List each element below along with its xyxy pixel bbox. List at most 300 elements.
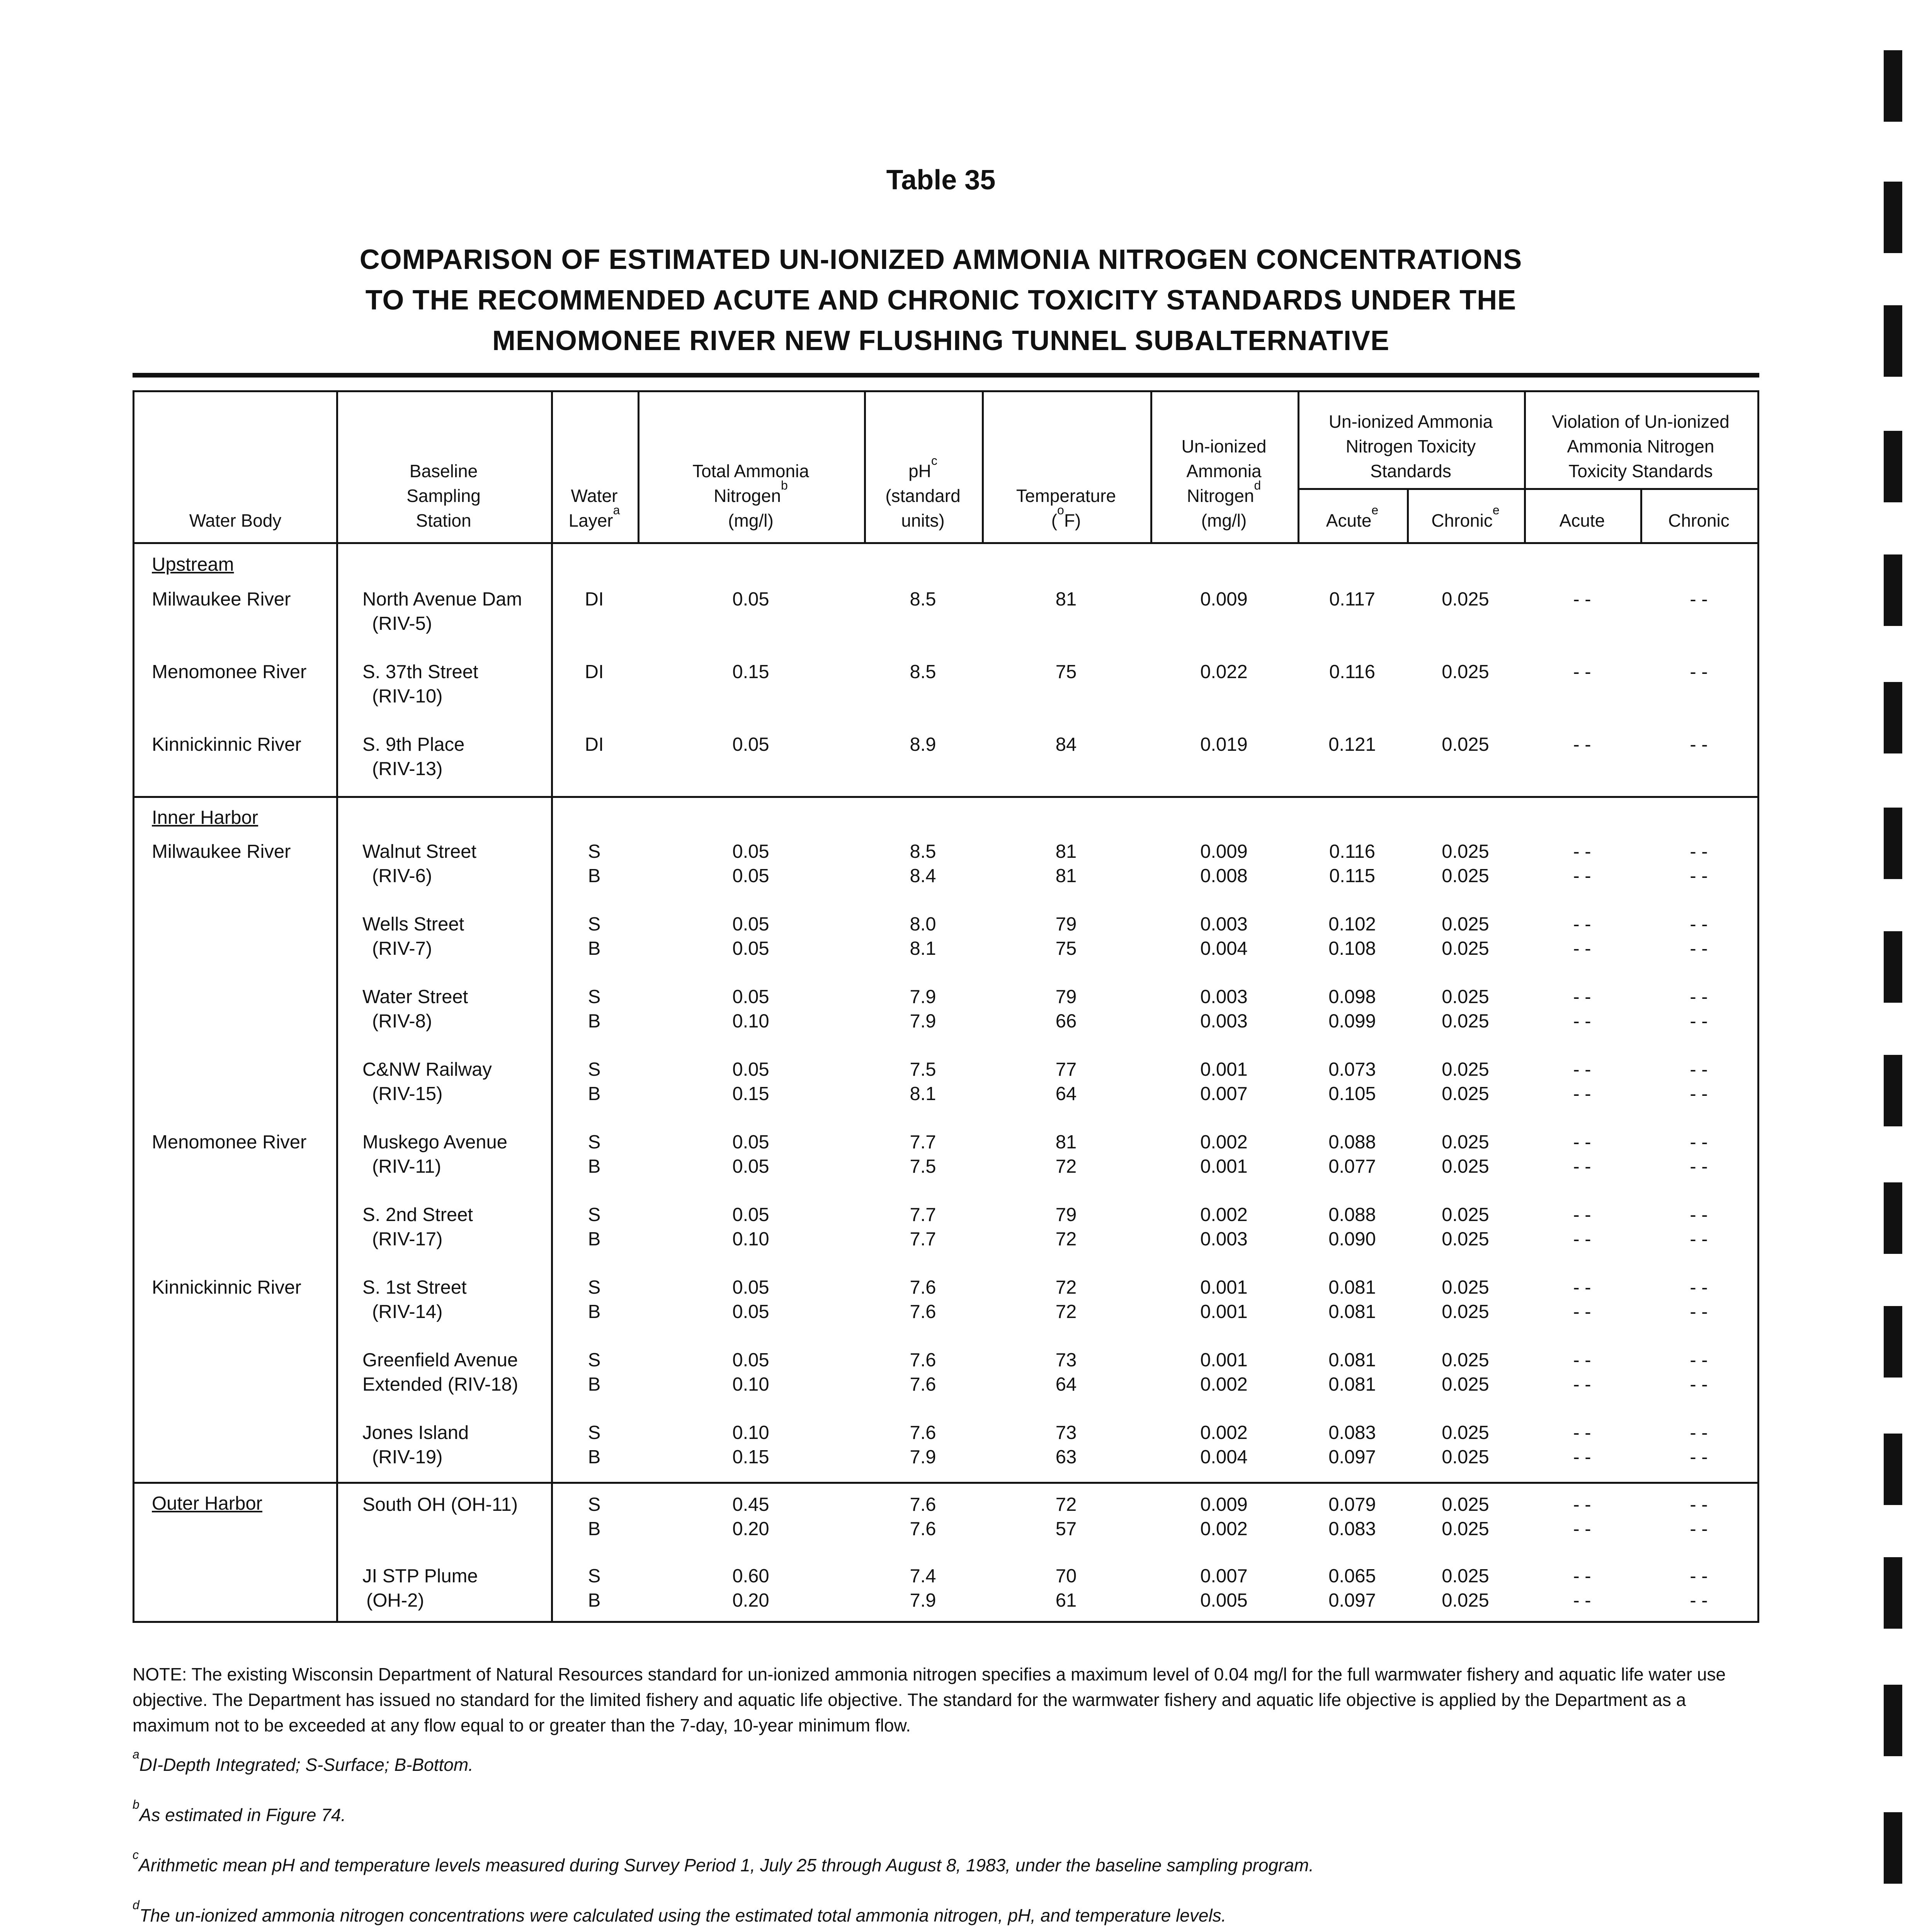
ph-cell: 8.5 <box>910 662 936 682</box>
group-header-rule <box>1298 488 1757 490</box>
header-line: Temperature <box>1016 486 1116 506</box>
layer-cell: S <box>588 1277 601 1298</box>
footnote <box>133 1798 1744 1827</box>
un-cell: 0.001 <box>1200 1301 1248 1322</box>
tan-cell: 0.05 <box>732 1277 769 1298</box>
vc-cell: - - <box>1690 986 1708 1007</box>
acute-cell: 0.116 <box>1329 662 1375 682</box>
temp-cell: 75 <box>1055 938 1077 959</box>
un-cell: 0.009 <box>1200 589 1248 610</box>
ph-cell: 8.5 <box>910 589 936 610</box>
layer-cell: S <box>588 1422 601 1443</box>
temp-cell: 75 <box>1055 662 1077 682</box>
header-line: F) <box>1064 510 1081 531</box>
temp-cell: 70 <box>1055 1566 1077 1587</box>
un-cell: 0.002 <box>1200 1374 1248 1395</box>
ph-cell: 7.4 <box>910 1566 936 1587</box>
tan-cell: 0.05 <box>732 1156 769 1177</box>
va-cell: - - <box>1573 986 1591 1007</box>
header-line: Nitrogen <box>1187 486 1254 506</box>
footnote-mark: e <box>1371 503 1379 517</box>
layer-cell: DI <box>585 734 604 755</box>
layer-cell: S <box>588 1566 601 1587</box>
header-line: Acute <box>1326 510 1372 531</box>
vc-cell: - - <box>1690 734 1708 755</box>
temp-cell: 72 <box>1055 1494 1077 1515</box>
chronic-cell: 0.025 <box>1442 1494 1489 1515</box>
station-cell: S. 2nd Street <box>362 1204 473 1225</box>
un-cell: 0.002 <box>1200 1132 1248 1153</box>
acute-cell: 0.079 <box>1328 1494 1376 1515</box>
vc-cell: - - <box>1690 1083 1708 1104</box>
binder-mark <box>1884 1812 1902 1884</box>
binder-mark <box>1884 1055 1902 1126</box>
vc-cell: - - <box>1690 1422 1708 1443</box>
acute-cell: 0.099 <box>1328 1011 1376 1032</box>
header-line: Un-ionized Ammonia <box>1328 412 1493 432</box>
binder-mark <box>1884 182 1902 253</box>
va-cell: - - <box>1573 662 1591 682</box>
temp-cell: 81 <box>1055 1132 1077 1153</box>
tan-cell: 0.05 <box>732 841 769 862</box>
vc-cell: - - <box>1690 1156 1708 1177</box>
layer-cell: B <box>588 1156 601 1177</box>
chronic-cell: 0.025 <box>1442 986 1489 1007</box>
chronic-cell: 0.025 <box>1442 866 1489 886</box>
un-cell: 0.001 <box>1200 1059 1248 1080</box>
station-cell: (RIV-15) <box>372 1083 443 1104</box>
temp-cell: 81 <box>1055 866 1077 886</box>
section-outer-harbor: Outer Harbor <box>152 1493 262 1514</box>
tan-cell: 0.20 <box>732 1590 769 1611</box>
binder-mark <box>1884 1182 1902 1254</box>
footnote-mark: a <box>133 1747 139 1761</box>
station-cell: Muskego Avenue <box>362 1132 508 1153</box>
title-line: MENOMONEE RIVER NEW FLUSHING TUNNEL SUBALTERNATIVE <box>492 325 1390 356</box>
section-rule <box>134 1482 1757 1484</box>
header-line: Sampling <box>406 486 481 506</box>
acute-cell: 0.081 <box>1328 1301 1376 1322</box>
acute-cell: 0.083 <box>1328 1519 1376 1539</box>
station-cell: Greenfield Avenue <box>362 1350 518 1371</box>
temp-cell: 81 <box>1055 589 1077 610</box>
binder-mark <box>1884 808 1902 879</box>
column-divider <box>336 392 338 1623</box>
footnote <box>133 1747 1744 1777</box>
tan-cell: 0.20 <box>732 1519 769 1539</box>
binder-mark <box>1884 1557 1902 1629</box>
tan-cell: 0.05 <box>732 1301 769 1322</box>
ph-cell: 7.6 <box>910 1374 936 1395</box>
station-cell: Walnut Street <box>362 841 477 862</box>
chronic-cell: 0.025 <box>1442 662 1489 682</box>
chronic-cell: 0.025 <box>1442 734 1489 755</box>
chronic-cell: 0.025 <box>1442 589 1489 610</box>
temp-cell: 61 <box>1055 1590 1077 1611</box>
station-cell: Water Street <box>362 986 468 1007</box>
header-ph <box>864 454 982 533</box>
vc-cell: - - <box>1690 1519 1708 1539</box>
header-total-ammonia <box>638 459 864 533</box>
footnote-text: Arithmetic mean pH and temperature levels measured during Survey Period 1, July 25 through August 8, 1983, under the baseline sampling program. <box>139 1855 1314 1875</box>
header-line: Ammonia <box>1186 461 1262 481</box>
chronic-cell: 0.025 <box>1442 1447 1489 1468</box>
header-line: Nitrogen <box>714 486 781 506</box>
acute-cell: 0.083 <box>1328 1422 1376 1443</box>
layer-cell: B <box>588 1083 601 1104</box>
layer-cell: S <box>588 986 601 1007</box>
acute-cell: 0.081 <box>1328 1277 1376 1298</box>
degree-mark: o <box>1057 503 1064 517</box>
vc-cell: - - <box>1690 662 1708 682</box>
va-cell: - - <box>1573 1229 1591 1250</box>
va-cell: - - <box>1573 841 1591 862</box>
va-cell: - - <box>1573 938 1591 959</box>
binder-mark <box>1884 554 1902 626</box>
binder-mark <box>1884 1306 1902 1378</box>
un-cell: 0.009 <box>1200 1494 1248 1515</box>
binder-mark <box>1884 305 1902 377</box>
tan-cell: 0.05 <box>732 589 769 610</box>
tan-cell: 0.05 <box>732 734 769 755</box>
layer-cell: B <box>588 938 601 959</box>
binder-mark <box>1884 50 1902 122</box>
station-cell: South OH (OH-11) <box>362 1494 518 1515</box>
layer-cell: S <box>588 1350 601 1371</box>
temp-cell: 72 <box>1055 1156 1077 1177</box>
ph-cell: 7.5 <box>910 1156 936 1177</box>
layer-cell: B <box>588 1374 601 1395</box>
header-line: (mg/l) <box>1201 510 1247 531</box>
layer-cell: B <box>588 1447 601 1468</box>
header-unionized <box>1150 434 1298 533</box>
temp-cell: 57 <box>1055 1519 1077 1539</box>
un-cell: 0.002 <box>1200 1519 1248 1539</box>
un-cell: 0.002 <box>1200 1422 1248 1443</box>
un-cell: 0.019 <box>1200 734 1248 755</box>
acute-cell: 0.090 <box>1328 1229 1376 1250</box>
station-cell: (OH-2) <box>366 1590 424 1611</box>
chronic-cell: 0.025 <box>1442 1156 1489 1177</box>
section-upstream: Upstream <box>152 554 234 575</box>
acute-cell: 0.102 <box>1328 914 1376 935</box>
acute-cell: 0.097 <box>1328 1590 1376 1611</box>
va-cell: - - <box>1573 1566 1591 1587</box>
layer-cell: B <box>588 1519 601 1539</box>
vc-cell: - - <box>1690 1011 1708 1032</box>
layer-cell: B <box>588 866 601 886</box>
ph-cell: 7.7 <box>910 1204 936 1225</box>
va-cell: - - <box>1573 1422 1591 1443</box>
un-cell: 0.003 <box>1200 914 1248 935</box>
footnote-mark: c <box>133 1848 139 1862</box>
temp-cell: 72 <box>1055 1277 1077 1298</box>
header-line: Ammonia Nitrogen <box>1567 436 1714 456</box>
temp-cell: 79 <box>1055 914 1077 935</box>
chronic-cell: 0.025 <box>1442 1590 1489 1611</box>
va-cell: - - <box>1573 589 1591 610</box>
temp-cell: 73 <box>1055 1350 1077 1371</box>
footnote <box>133 1848 1744 1878</box>
vc-cell: - - <box>1690 1494 1708 1515</box>
vc-cell: - - <box>1690 1590 1708 1611</box>
station-cell: (RIV-11) <box>372 1156 441 1177</box>
va-cell: - - <box>1573 1494 1591 1515</box>
layer-cell: B <box>588 1229 601 1250</box>
header-line: Un-ionized <box>1181 436 1267 456</box>
temp-cell: 64 <box>1055 1083 1077 1104</box>
vc-cell: - - <box>1690 1229 1708 1250</box>
chronic-cell: 0.025 <box>1442 938 1489 959</box>
va-cell: - - <box>1573 1083 1591 1104</box>
tan-cell: 0.15 <box>732 662 769 682</box>
tan-cell: 0.10 <box>732 1229 769 1250</box>
ph-cell: 7.9 <box>910 986 936 1007</box>
un-cell: 0.003 <box>1200 1229 1248 1250</box>
ph-cell: 7.6 <box>910 1519 936 1539</box>
acute-cell: 0.088 <box>1328 1204 1376 1225</box>
title-rule <box>133 373 1759 378</box>
station-cell: (RIV-14) <box>372 1301 443 1322</box>
chronic-cell: 0.025 <box>1442 841 1489 862</box>
chronic-cell: 0.025 <box>1442 1229 1489 1250</box>
acute-cell: 0.081 <box>1328 1350 1376 1371</box>
ph-cell: 7.9 <box>910 1590 936 1611</box>
ph-cell: 7.6 <box>910 1494 936 1515</box>
temp-cell: 77 <box>1055 1059 1077 1080</box>
chronic-cell: 0.025 <box>1442 1566 1489 1587</box>
vc-cell: - - <box>1690 914 1708 935</box>
header-line: Water <box>571 486 618 506</box>
ph-cell: 7.7 <box>910 1229 936 1250</box>
vc-cell: - - <box>1690 1301 1708 1322</box>
chronic-cell: 0.025 <box>1442 1011 1489 1032</box>
layer-cell: DI <box>585 662 604 682</box>
un-cell: 0.005 <box>1200 1590 1248 1611</box>
binder-mark <box>1884 1434 1902 1505</box>
temp-cell: 73 <box>1055 1422 1077 1443</box>
un-cell: 0.004 <box>1200 1447 1248 1468</box>
un-cell: 0.007 <box>1200 1566 1248 1587</box>
va-cell: - - <box>1573 1059 1591 1080</box>
header-line: Station <box>416 510 471 531</box>
header-station <box>336 459 551 533</box>
temp-cell: 63 <box>1055 1447 1077 1468</box>
footnote-text: DI-Depth Integrated; S-Surface; B-Bottom. <box>139 1755 473 1775</box>
temp-cell: 72 <box>1055 1301 1077 1322</box>
binder-mark <box>1884 1685 1902 1756</box>
temp-cell: 84 <box>1055 734 1077 755</box>
vc-cell: - - <box>1690 866 1708 886</box>
footnote-mark: d <box>133 1898 139 1912</box>
chronic-cell: 0.025 <box>1442 1277 1489 1298</box>
va-cell: - - <box>1573 1011 1591 1032</box>
un-cell: 0.001 <box>1200 1277 1248 1298</box>
chronic-cell: 0.025 <box>1442 1132 1489 1153</box>
layer-cell: S <box>588 841 601 862</box>
station-cell: Extended (RIV-18) <box>362 1374 519 1395</box>
ph-cell: 7.6 <box>910 1422 936 1443</box>
layer-cell: S <box>588 1494 601 1515</box>
ph-cell: 7.6 <box>910 1277 936 1298</box>
title-line: COMPARISON OF ESTIMATED UN-IONIZED AMMONIA NITROGEN CONCENTRATIONS <box>359 244 1522 275</box>
station-cell: Jones Island <box>362 1422 469 1443</box>
header-layer <box>551 483 638 533</box>
un-cell: 0.001 <box>1200 1350 1248 1371</box>
un-cell: 0.008 <box>1200 866 1248 886</box>
chronic-cell: 0.025 <box>1442 1422 1489 1443</box>
header-line: ( <box>1051 510 1058 531</box>
section-inner-harbor: Inner Harbor <box>152 807 259 828</box>
chronic-cell: 0.025 <box>1442 1519 1489 1539</box>
water-body-cell: Menomonee River <box>152 1132 307 1153</box>
header-violation-group <box>1524 409 1757 483</box>
acute-cell: 0.073 <box>1328 1059 1376 1080</box>
tan-cell: 0.15 <box>732 1447 769 1468</box>
acute-cell: 0.088 <box>1328 1132 1376 1153</box>
chronic-cell: 0.025 <box>1442 1083 1489 1104</box>
header-line: Baseline <box>409 461 478 481</box>
header-line: Chronic <box>1431 510 1493 531</box>
va-cell: - - <box>1573 1204 1591 1225</box>
va-cell: - - <box>1573 866 1591 886</box>
station-cell: (RIV-19) <box>372 1447 443 1468</box>
ph-cell: 7.6 <box>910 1301 936 1322</box>
water-body-cell: Milwaukee River <box>152 589 291 610</box>
ph-cell: 7.9 <box>910 1447 936 1468</box>
header-line: Standards <box>1370 461 1451 481</box>
station-cell: North Avenue Dam <box>362 589 522 610</box>
header-bottom-rule <box>134 542 1757 544</box>
acute-cell: 0.077 <box>1328 1156 1376 1177</box>
header-line: units) <box>901 510 945 531</box>
tan-cell: 0.05 <box>732 914 769 935</box>
binder-mark <box>1884 682 1902 753</box>
footnote-mark: b <box>133 1798 139 1811</box>
acute-cell: 0.097 <box>1328 1447 1376 1468</box>
header-line: pH <box>908 461 931 481</box>
vc-cell: - - <box>1690 841 1708 862</box>
vc-cell: - - <box>1690 1059 1708 1080</box>
acute-cell: 0.115 <box>1329 866 1375 886</box>
ph-cell: 8.5 <box>910 841 936 862</box>
title-line: TO THE RECOMMENDED ACUTE AND CHRONIC TOXICITY STANDARDS UNDER THE <box>365 285 1517 316</box>
chronic-cell: 0.025 <box>1442 1374 1489 1395</box>
ph-cell: 8.1 <box>910 938 936 959</box>
acute-cell: 0.065 <box>1328 1566 1376 1587</box>
vc-cell: - - <box>1690 1277 1708 1298</box>
tan-cell: 0.15 <box>732 1083 769 1104</box>
header-acute-standard <box>1298 503 1407 533</box>
ph-cell: 7.5 <box>910 1059 936 1080</box>
un-cell: 0.004 <box>1200 938 1248 959</box>
va-cell: - - <box>1573 1447 1591 1468</box>
header-acute-violation: Acute <box>1559 510 1605 531</box>
station-cell: (RIV-6) <box>372 866 432 886</box>
header-line: (mg/l) <box>728 510 774 531</box>
footnote <box>133 1898 1744 1928</box>
un-cell: 0.001 <box>1200 1156 1248 1177</box>
water-body-cell: Milwaukee River <box>152 841 291 862</box>
header-line: Toxicity Standards <box>1568 461 1713 481</box>
tan-cell: 0.05 <box>732 1059 769 1080</box>
station-cell: S. 1st Street <box>362 1277 467 1298</box>
un-cell: 0.003 <box>1200 1011 1248 1032</box>
vc-cell: - - <box>1690 1350 1708 1371</box>
va-cell: - - <box>1573 1156 1591 1177</box>
station-cell: C&NW Railway <box>362 1059 492 1080</box>
tan-cell: 0.05 <box>732 866 769 886</box>
water-body-cell: Kinnickinnic River <box>152 734 301 755</box>
layer-cell: B <box>588 1011 601 1032</box>
footnote-mark: b <box>781 478 788 492</box>
ph-cell: 8.0 <box>910 914 936 935</box>
chronic-cell: 0.025 <box>1442 1301 1489 1322</box>
tan-cell: 0.05 <box>732 1204 769 1225</box>
table-number: Table 35 <box>886 165 996 196</box>
tan-cell: 0.05 <box>732 938 769 959</box>
tan-cell: 0.10 <box>732 1374 769 1395</box>
tan-cell: 0.10 <box>732 1422 769 1443</box>
header-chronic-violation: Chronic <box>1668 510 1730 531</box>
vc-cell: - - <box>1690 589 1708 610</box>
va-cell: - - <box>1573 1301 1591 1322</box>
station-cell: (RIV-5) <box>372 613 432 634</box>
vc-cell: - - <box>1690 1447 1708 1468</box>
acute-cell: 0.105 <box>1328 1083 1376 1104</box>
layer-cell: S <box>588 914 601 935</box>
va-cell: - - <box>1573 1374 1591 1395</box>
layer-cell: B <box>588 1301 601 1322</box>
temp-cell: 81 <box>1055 841 1077 862</box>
chronic-cell: 0.025 <box>1442 1059 1489 1080</box>
table-note: NOTE: The existing Wisconsin Department of Natural Resources standard for un-ionized ammonia nitrogen specifies a maximum level of 0.04 mg/l for the full warmwater fishery and aquatic life water use objective. The Department has issued no standard for the limited fishery and aquatic life objective. The standard for the warmwater fishery and aquatic life objective is applied by the Department as a maximum not to be exceeded at any flow equal to or greater than the 7-day, 10-year minimum flow. <box>133 1664 1726 1735</box>
binder-mark <box>1884 431 1902 502</box>
temp-cell: 79 <box>1055 1204 1077 1225</box>
water-body-cell: Kinnickinnic River <box>152 1277 301 1298</box>
un-cell: 0.022 <box>1200 662 1248 682</box>
va-cell: - - <box>1573 1519 1591 1539</box>
vc-cell: - - <box>1690 1132 1708 1153</box>
layer-cell: S <box>588 1204 601 1225</box>
ph-cell: 8.9 <box>910 734 936 755</box>
va-cell: - - <box>1573 1132 1591 1153</box>
un-cell: 0.002 <box>1200 1204 1248 1225</box>
ph-cell: 7.6 <box>910 1350 936 1371</box>
temp-cell: 66 <box>1055 1011 1077 1032</box>
tan-cell: 0.05 <box>732 1132 769 1153</box>
station-cell: (RIV-7) <box>372 938 432 959</box>
chronic-cell: 0.025 <box>1442 914 1489 935</box>
footnote-mark: c <box>931 454 937 468</box>
layer-cell: S <box>588 1059 601 1080</box>
footnote-mark: e <box>1492 503 1500 517</box>
vc-cell: - - <box>1690 938 1708 959</box>
vc-cell: - - <box>1690 1374 1708 1395</box>
tan-cell: 0.60 <box>732 1566 769 1587</box>
section-rule <box>134 796 1757 798</box>
water-body-cell: Menomonee River <box>152 662 307 682</box>
header-line: Nitrogen Toxicity <box>1345 436 1476 456</box>
tan-cell: 0.05 <box>732 986 769 1007</box>
station-cell: S. 37th Street <box>362 662 478 682</box>
chronic-cell: 0.025 <box>1442 1204 1489 1225</box>
chronic-cell: 0.025 <box>1442 1350 1489 1371</box>
station-cell: (RIV-13) <box>372 759 443 779</box>
header-chronic-standard <box>1407 503 1524 533</box>
station-cell: (RIV-10) <box>372 686 443 707</box>
acute-cell: 0.098 <box>1328 986 1376 1007</box>
